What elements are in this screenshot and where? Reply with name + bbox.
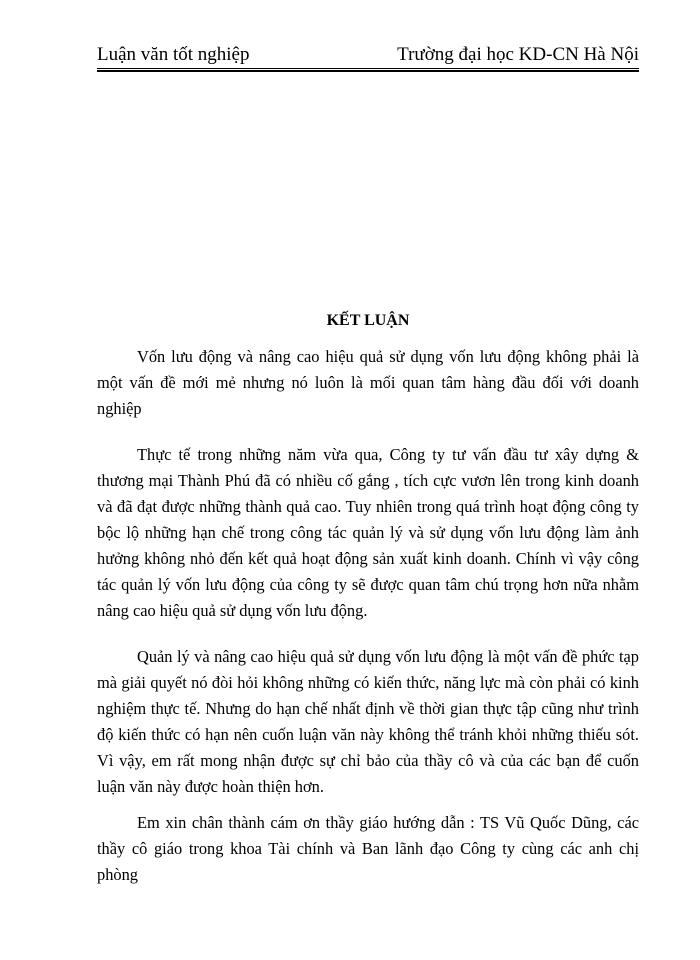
header-thesis-label: Luận văn tốt nghiệp [97,44,250,65]
page-header [97,42,639,68]
paragraph: Vốn lưu động và nâng cao hiệu quả sử dụng vốn lưu động không phải là một vấn đề mới mẻ nhưng nó luôn là mối quan tâm hàng đầu đối với doanh nghiệp [97,347,639,418]
paragraph: Thực tế trong những năm vừa qua, Công ty tư vấn đầu tư xây dựng & thương mại Thành Phú đã có nhiều cố gắng , tích cực vươn lên trong kinh doanh và đã đạt được những thành quả cao. Tuy nhiên trong quá trình hoạt động công ty bộc lộ những hạn chế trong công tác quản lý và sử dụng vốn lưu động làm ảnh hưởng không nhỏ đến kết quả hoạt động sản xuất kinh doanh. Chính vì vậy công tác quản lý vốn lưu động của công ty sẽ được quan tâm chú trọng hơn nữa nhằm nâng cao hiệu quả sử dụng vốn lưu động. [97,445,639,620]
header-university-name: Trường đại học KD-CN Hà Nội [397,44,639,65]
header-divider [97,68,639,72]
paragraph: Em xin chân thành cám ơn thầy giáo hướng dẫn : TS Vũ Quốc Dũng, các thầy cô giáo trong khoa Tài chính và Ban lãnh đạo Công ty cùng các anh chị phòng [97,813,639,884]
section-title: KẾT LUẬN [326,312,410,329]
paragraph: Quản lý và nâng cao hiệu quả sử dụng vốn lưu động là một vấn đề phức tạp mà giải quyết nó đòi hỏi không những có kiến thức, năng lực mà còn phải có kinh nghiệm thực tế. Nhưng do hạn chế nhất định về thời gian thực tập cũng như trình độ kiến thức có hạn nên cuốn luận văn này không thể tránh khỏi những thiếu sót. Vì vậy, em rất mong nhận được sự chỉ bảo của thầy cô và của các bạn để cuốn luận văn này được hoàn thiện hơn. [97,647,639,796]
section-body [97,344,639,888]
